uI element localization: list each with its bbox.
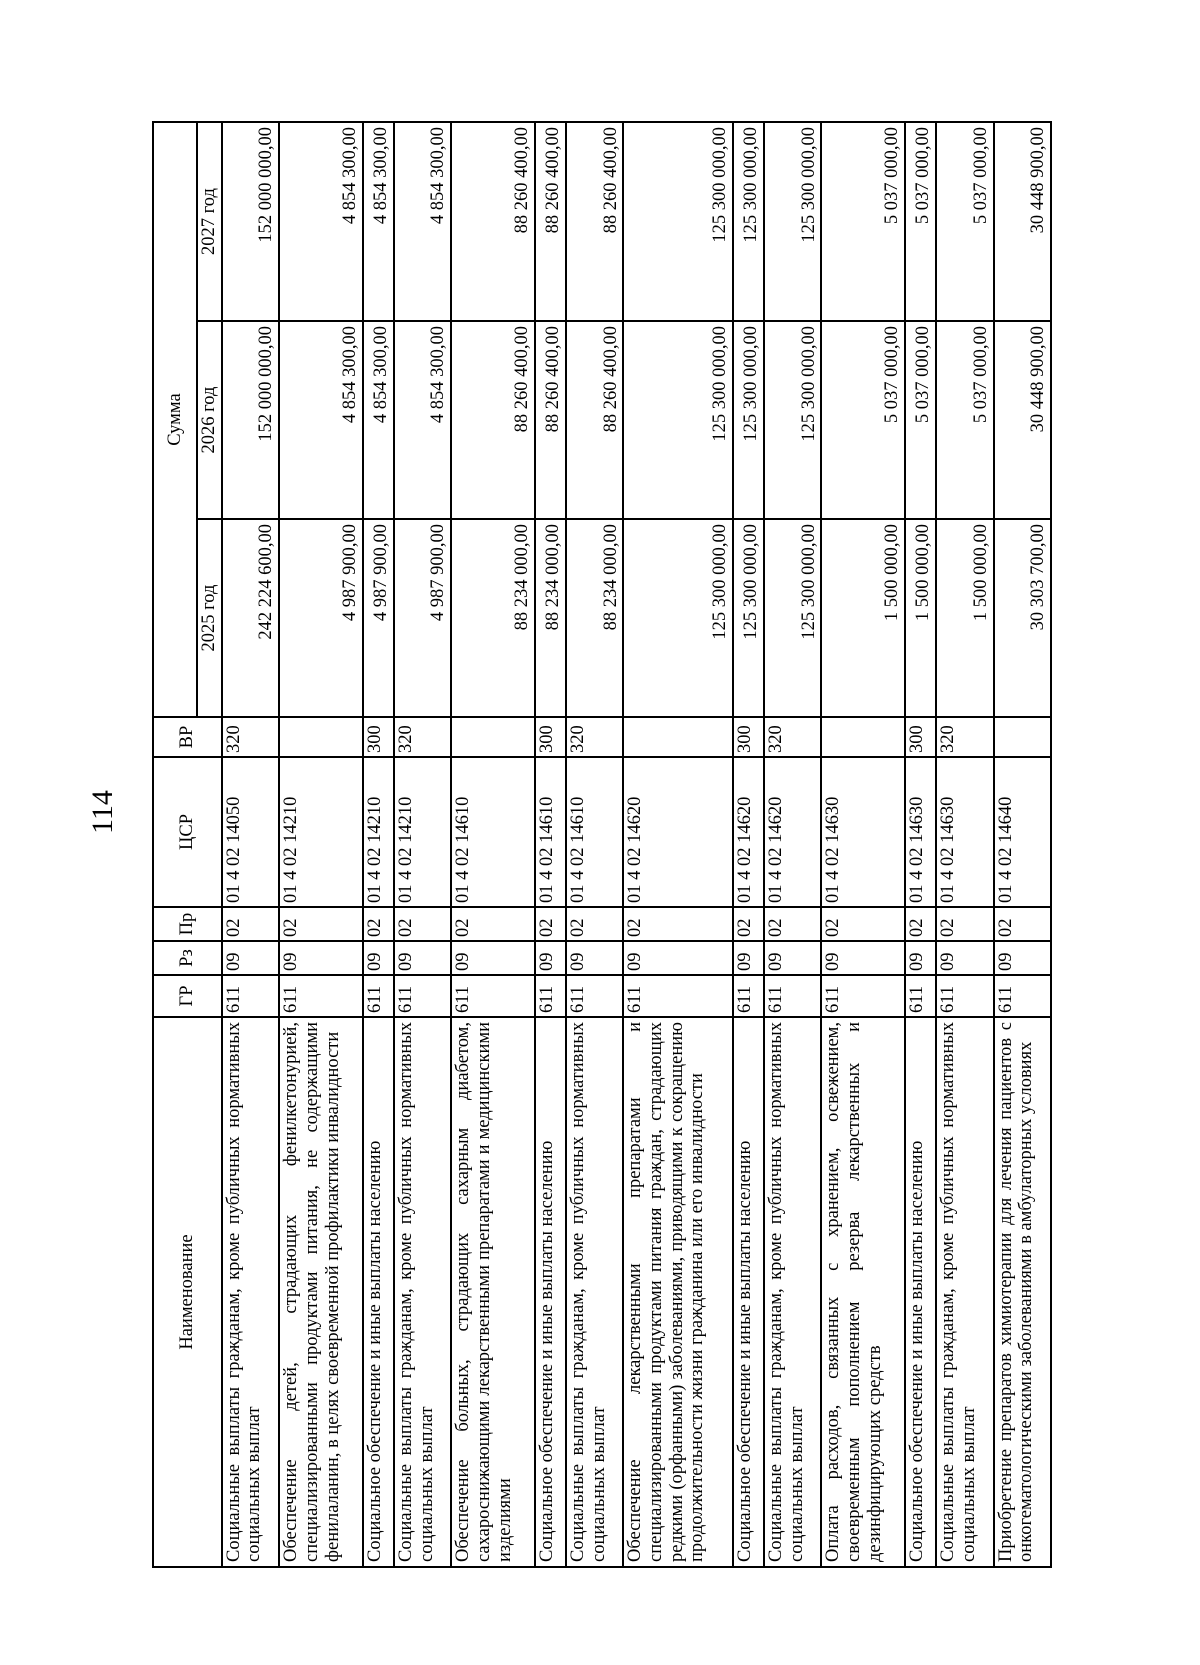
rz-cell: 09 [363,941,394,975]
amount-2026-cell: 5 037 000,00 [821,321,905,519]
amount-2025-cell: 125 300 000,00 [733,519,764,717]
csr-cell: 01 4 02 14210 [363,757,394,907]
name-cell: Социальное обеспечение и иные выплаты населению [363,1017,394,1567]
pr-cell: 02 [535,907,566,941]
table-row [821,122,905,1567]
csr-cell: 01 4 02 14610 [451,757,535,907]
rz-cell: 09 [821,941,905,975]
name-cell: Социальные выплаты гражданам, кроме публичных нормативных социальных выплат [222,1017,279,1567]
gr-cell: 611 [623,975,733,1017]
csr-cell: 01 4 02 14620 [733,757,764,907]
pr-cell: 02 [451,907,535,941]
name-cell: Обеспечение лекарственными препаратами и специализированными продуктами питания граждан, страдающих редкими (орфанными) заболеваниями, приводящими к сокращению продолжительности жизни гражданина или его инвалидности [623,1017,733,1567]
gr-cell: 611 [535,975,566,1017]
budget-table [152,121,1052,1568]
rz-cell: 09 [994,941,1051,975]
gr-cell: 611 [279,975,363,1017]
vr-cell [994,717,1051,757]
name-cell: Обеспечение детей, страдающих фенилкетонурией, специализированными продуктами питания, не содержащими фенилаланин, в целях своевременной профилактики инвалидности [279,1017,363,1567]
rz-cell: 09 [623,941,733,975]
amount-2026-cell: 30 448 900,00 [994,321,1051,519]
header-2027: 2027 год [197,122,222,321]
vr-cell: 320 [222,717,279,757]
name-cell: Социальные выплаты гражданам, кроме публичных нормативных социальных выплат [936,1017,993,1567]
amount-2026-cell: 88 260 400,00 [451,321,535,519]
amount-2027-cell: 125 300 000,00 [764,122,821,321]
vr-cell: 320 [936,717,993,757]
amount-2026-cell: 125 300 000,00 [764,321,821,519]
vr-cell [821,717,905,757]
rz-cell: 09 [222,941,279,975]
gr-cell: 611 [451,975,535,1017]
vr-cell: 300 [905,717,936,757]
gr-cell: 611 [936,975,993,1017]
amount-2025-cell: 30 303 700,00 [994,519,1051,717]
table-row [363,122,394,1567]
vr-cell [623,717,733,757]
amount-2025-cell: 125 300 000,00 [623,519,733,717]
csr-cell: 01 4 02 14640 [994,757,1051,907]
csr-cell: 01 4 02 14210 [279,757,363,907]
pr-cell: 02 [566,907,623,941]
gr-cell: 611 [994,975,1051,1017]
gr-cell: 611 [905,975,936,1017]
page-number: 114 [86,790,119,834]
pr-cell: 02 [363,907,394,941]
amount-2027-cell: 4 854 300,00 [279,122,363,321]
gr-cell: 611 [394,975,451,1017]
name-cell: Приобретение препаратов химиотерапии для лечения пациентов с онкогематологическими заболеваниями в амбулаторных условиях [994,1017,1051,1567]
amount-2026-cell: 88 260 400,00 [566,321,623,519]
table-row [994,122,1051,1567]
name-cell: Социальное обеспечение и иные выплаты населению [733,1017,764,1567]
amount-2025-cell: 1 500 000,00 [936,519,993,717]
csr-cell: 01 4 02 14620 [623,757,733,907]
rz-cell: 09 [764,941,821,975]
csr-cell: 01 4 02 14610 [566,757,623,907]
vr-cell: 320 [566,717,623,757]
pr-cell: 02 [764,907,821,941]
name-cell: Социальное обеспечение и иные выплаты населению [535,1017,566,1567]
table-body [222,122,1051,1567]
amount-2027-cell: 5 037 000,00 [905,122,936,321]
header-name: Наименование [153,1017,222,1567]
amount-2025-cell: 1 500 000,00 [905,519,936,717]
header-pr: Пр [153,907,222,941]
table-row [394,122,451,1567]
amount-2025-cell: 88 234 000,00 [566,519,623,717]
vr-cell: 300 [733,717,764,757]
amount-2025-cell: 125 300 000,00 [764,519,821,717]
table-row [279,122,363,1567]
pr-cell: 02 [279,907,363,941]
amount-2025-cell: 242 224 600,00 [222,519,279,717]
amount-2026-cell: 4 854 300,00 [394,321,451,519]
amount-2027-cell: 125 300 000,00 [623,122,733,321]
csr-cell: 01 4 02 14630 [821,757,905,907]
amount-2025-cell: 4 987 900,00 [394,519,451,717]
amount-2026-cell: 88 260 400,00 [535,321,566,519]
gr-cell: 611 [566,975,623,1017]
pr-cell: 02 [821,907,905,941]
vr-cell [279,717,363,757]
table-row [936,122,993,1567]
header-2025: 2025 год [197,519,222,717]
table-row [623,122,733,1567]
name-cell: Оплата расходов, связанных с хранением, освежением, своевременным пополнением резерва лекарственных и дезинфицирующих средств [821,1017,905,1567]
vr-cell: 300 [363,717,394,757]
csr-cell: 01 4 02 14610 [535,757,566,907]
gr-cell: 611 [821,975,905,1017]
vr-cell: 320 [764,717,821,757]
amount-2027-cell: 5 037 000,00 [821,122,905,321]
header-rz: Рз [153,941,222,975]
header-gr: ГР [153,975,222,1017]
csr-cell: 01 4 02 14210 [394,757,451,907]
pr-cell: 02 [623,907,733,941]
pr-cell: 02 [994,907,1051,941]
csr-cell: 01 4 02 14630 [936,757,993,907]
amount-2027-cell: 4 854 300,00 [394,122,451,321]
header-csr: ЦСР [153,757,222,907]
amount-2027-cell: 152 000 000,00 [222,122,279,321]
table-row [733,122,764,1567]
amount-2025-cell: 88 234 000,00 [535,519,566,717]
name-cell: Социальные выплаты гражданам, кроме публичных нормативных социальных выплат [394,1017,451,1567]
amount-2027-cell: 88 260 400,00 [535,122,566,321]
gr-cell: 611 [363,975,394,1017]
csr-cell: 01 4 02 14630 [905,757,936,907]
vr-cell: 320 [394,717,451,757]
amount-2027-cell: 5 037 000,00 [936,122,993,321]
csr-cell: 01 4 02 14050 [222,757,279,907]
csr-cell: 01 4 02 14620 [764,757,821,907]
rz-cell: 09 [936,941,993,975]
rz-cell: 09 [279,941,363,975]
amount-2026-cell: 125 300 000,00 [623,321,733,519]
amount-2025-cell: 1 500 000,00 [821,519,905,717]
table-row [535,122,566,1567]
table-row [905,122,936,1567]
amount-2027-cell: 30 448 900,00 [994,122,1051,321]
rz-cell: 09 [394,941,451,975]
amount-2027-cell: 88 260 400,00 [566,122,623,321]
table-row [451,122,535,1567]
header-2026: 2026 год [197,321,222,519]
amount-2026-cell: 4 854 300,00 [279,321,363,519]
header-row-1 [153,122,197,1567]
table-row [222,122,279,1567]
amount-2026-cell: 5 037 000,00 [936,321,993,519]
budget-table-container [152,123,1052,1568]
vr-cell [451,717,535,757]
amount-2027-cell: 4 854 300,00 [363,122,394,321]
pr-cell: 02 [222,907,279,941]
amount-2027-cell: 125 300 000,00 [733,122,764,321]
header-vr: ВР [153,717,222,757]
name-cell: Социальные выплаты гражданам, кроме публичных нормативных социальных выплат [764,1017,821,1567]
amount-2027-cell: 88 260 400,00 [451,122,535,321]
rz-cell: 09 [535,941,566,975]
pr-cell: 02 [733,907,764,941]
rz-cell: 09 [905,941,936,975]
rz-cell: 09 [451,941,535,975]
table-row [764,122,821,1567]
name-cell: Социальное обеспечение и иные выплаты населению [905,1017,936,1567]
pr-cell: 02 [394,907,451,941]
amount-2026-cell: 152 000 000,00 [222,321,279,519]
amount-2026-cell: 4 854 300,00 [363,321,394,519]
name-cell: Социальные выплаты гражданам, кроме публичных нормативных социальных выплат [566,1017,623,1567]
amount-2026-cell: 5 037 000,00 [905,321,936,519]
amount-2026-cell: 125 300 000,00 [733,321,764,519]
rz-cell: 09 [566,941,623,975]
rz-cell: 09 [733,941,764,975]
gr-cell: 611 [222,975,279,1017]
pr-cell: 02 [905,907,936,941]
pr-cell: 02 [936,907,993,941]
name-cell: Обеспечение больных, страдающих сахарным диабетом, сахароснижающими лекарственными препаратами и медицинскими изделиями [451,1017,535,1567]
header-sum: Сумма [153,122,197,717]
gr-cell: 611 [733,975,764,1017]
table-row [566,122,623,1567]
vr-cell: 300 [535,717,566,757]
amount-2025-cell: 4 987 900,00 [279,519,363,717]
gr-cell: 611 [764,975,821,1017]
amount-2025-cell: 88 234 000,00 [451,519,535,717]
amount-2025-cell: 4 987 900,00 [363,519,394,717]
